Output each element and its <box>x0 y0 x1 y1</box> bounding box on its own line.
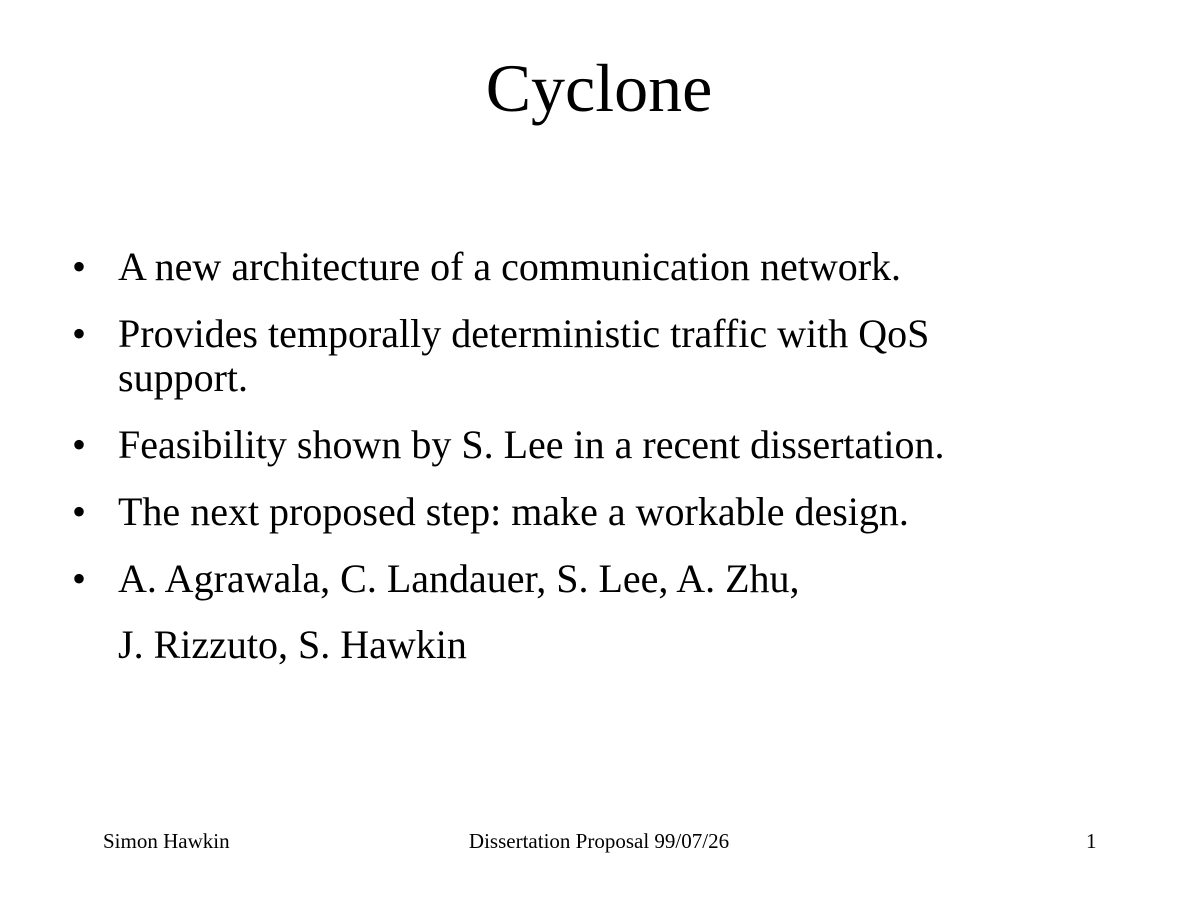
bullet-list <box>0 240 1198 685</box>
bullet-dot-icon: • <box>72 489 87 534</box>
slide-footer <box>0 826 1198 856</box>
bullet-text: A. Agrawala, C. Landauer, S. Lee, A. Zhu, <box>118 556 800 601</box>
bullet-text-continuation: J. Rizzuto, S. Hawkin <box>118 622 467 667</box>
bullet-item <box>0 240 1198 294</box>
bullet-item <box>0 485 1198 539</box>
bullet-text: The next proposed step: make a workable design. <box>118 489 909 534</box>
bullet-dot-icon: • <box>72 311 87 356</box>
slide-title: Cyclone <box>485 50 713 126</box>
bullet-text: Provides temporally deterministic traffic with QoS <box>118 311 930 356</box>
bullet-item <box>0 552 1198 672</box>
bullet-text-continuation: support. <box>118 355 248 400</box>
bullet-dot-icon: • <box>72 556 87 601</box>
footer-author: Simon Hawkin <box>103 829 230 853</box>
bullet-text: A new architecture of a communication network. <box>118 244 902 289</box>
bullet-item <box>0 307 1198 405</box>
bullet-dot-icon: • <box>72 422 87 467</box>
bullet-text: Feasibility shown by S. Lee in a recent dissertation. <box>118 422 945 467</box>
bullet-dot-icon: • <box>72 244 87 289</box>
footer-page-number: 1 <box>1086 829 1097 853</box>
bullet-item <box>0 418 1198 472</box>
footer-title: Dissertation Proposal 99/07/26 <box>468 829 730 853</box>
